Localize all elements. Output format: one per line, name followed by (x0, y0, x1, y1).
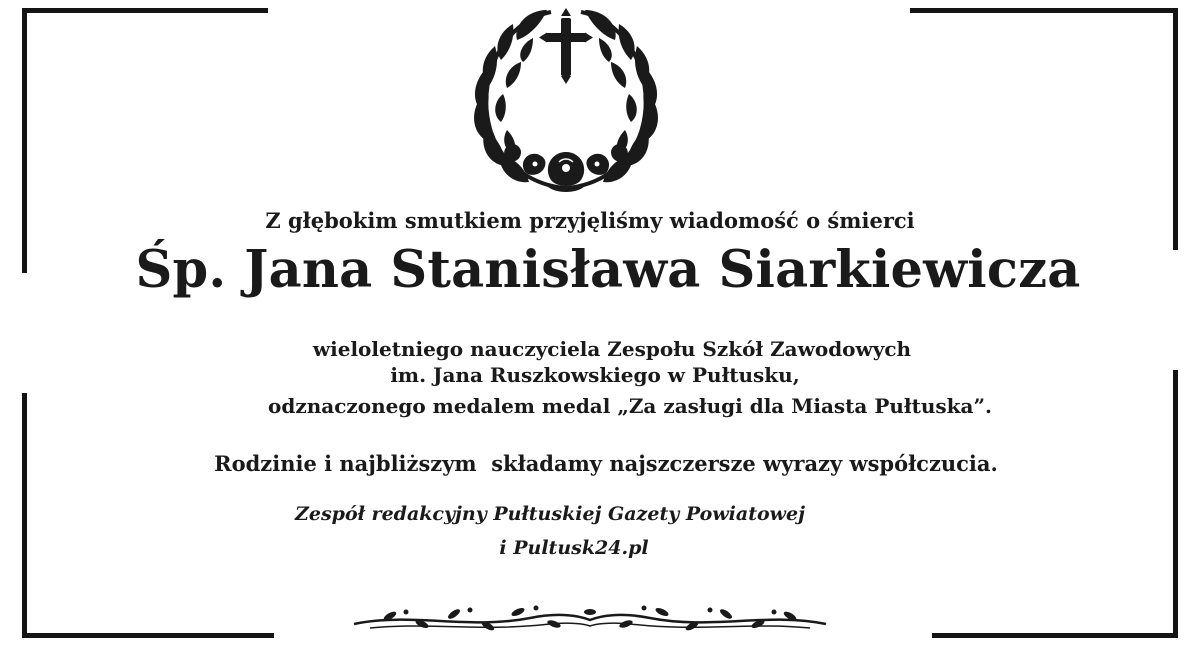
description-line: odznaczonego medalem medal „Za zasługi dla Miasta Pułtuska”. (268, 394, 992, 418)
description-line: im. Jana Ruszkowskiego w Pułtusku, (390, 363, 800, 387)
deceased-name: Śp. Jana Stanisława Siarkiewicza (135, 240, 1081, 300)
wreath-with-cross-icon (451, 2, 681, 198)
frame-top-right-horizontal (910, 8, 1178, 13)
frame-top-left-vertical (22, 8, 27, 273)
description-line: wieloletniego nauczyciela Zespołu Szkół Zawodowych (312, 337, 912, 361)
frame-bottom-right-horizontal (932, 633, 1178, 638)
intro-text: Z głębokim smutkiem przyjęliśmy wiadomość o śmierci (265, 208, 915, 233)
floral-divider-icon (350, 602, 830, 634)
signature-line: i Pultusk24.pl (499, 537, 649, 559)
signature-line: Zespół redakcyjny Pułtuskiej Gazety Powiatowej (295, 503, 805, 525)
frame-bottom-left-horizontal (22, 633, 274, 638)
condolence-text: Rodzinie i najbliższym składamy najszczersze wyrazy współczucia. (214, 451, 998, 476)
cross-icon (539, 8, 593, 84)
frame-top-left-horizontal (22, 8, 268, 13)
